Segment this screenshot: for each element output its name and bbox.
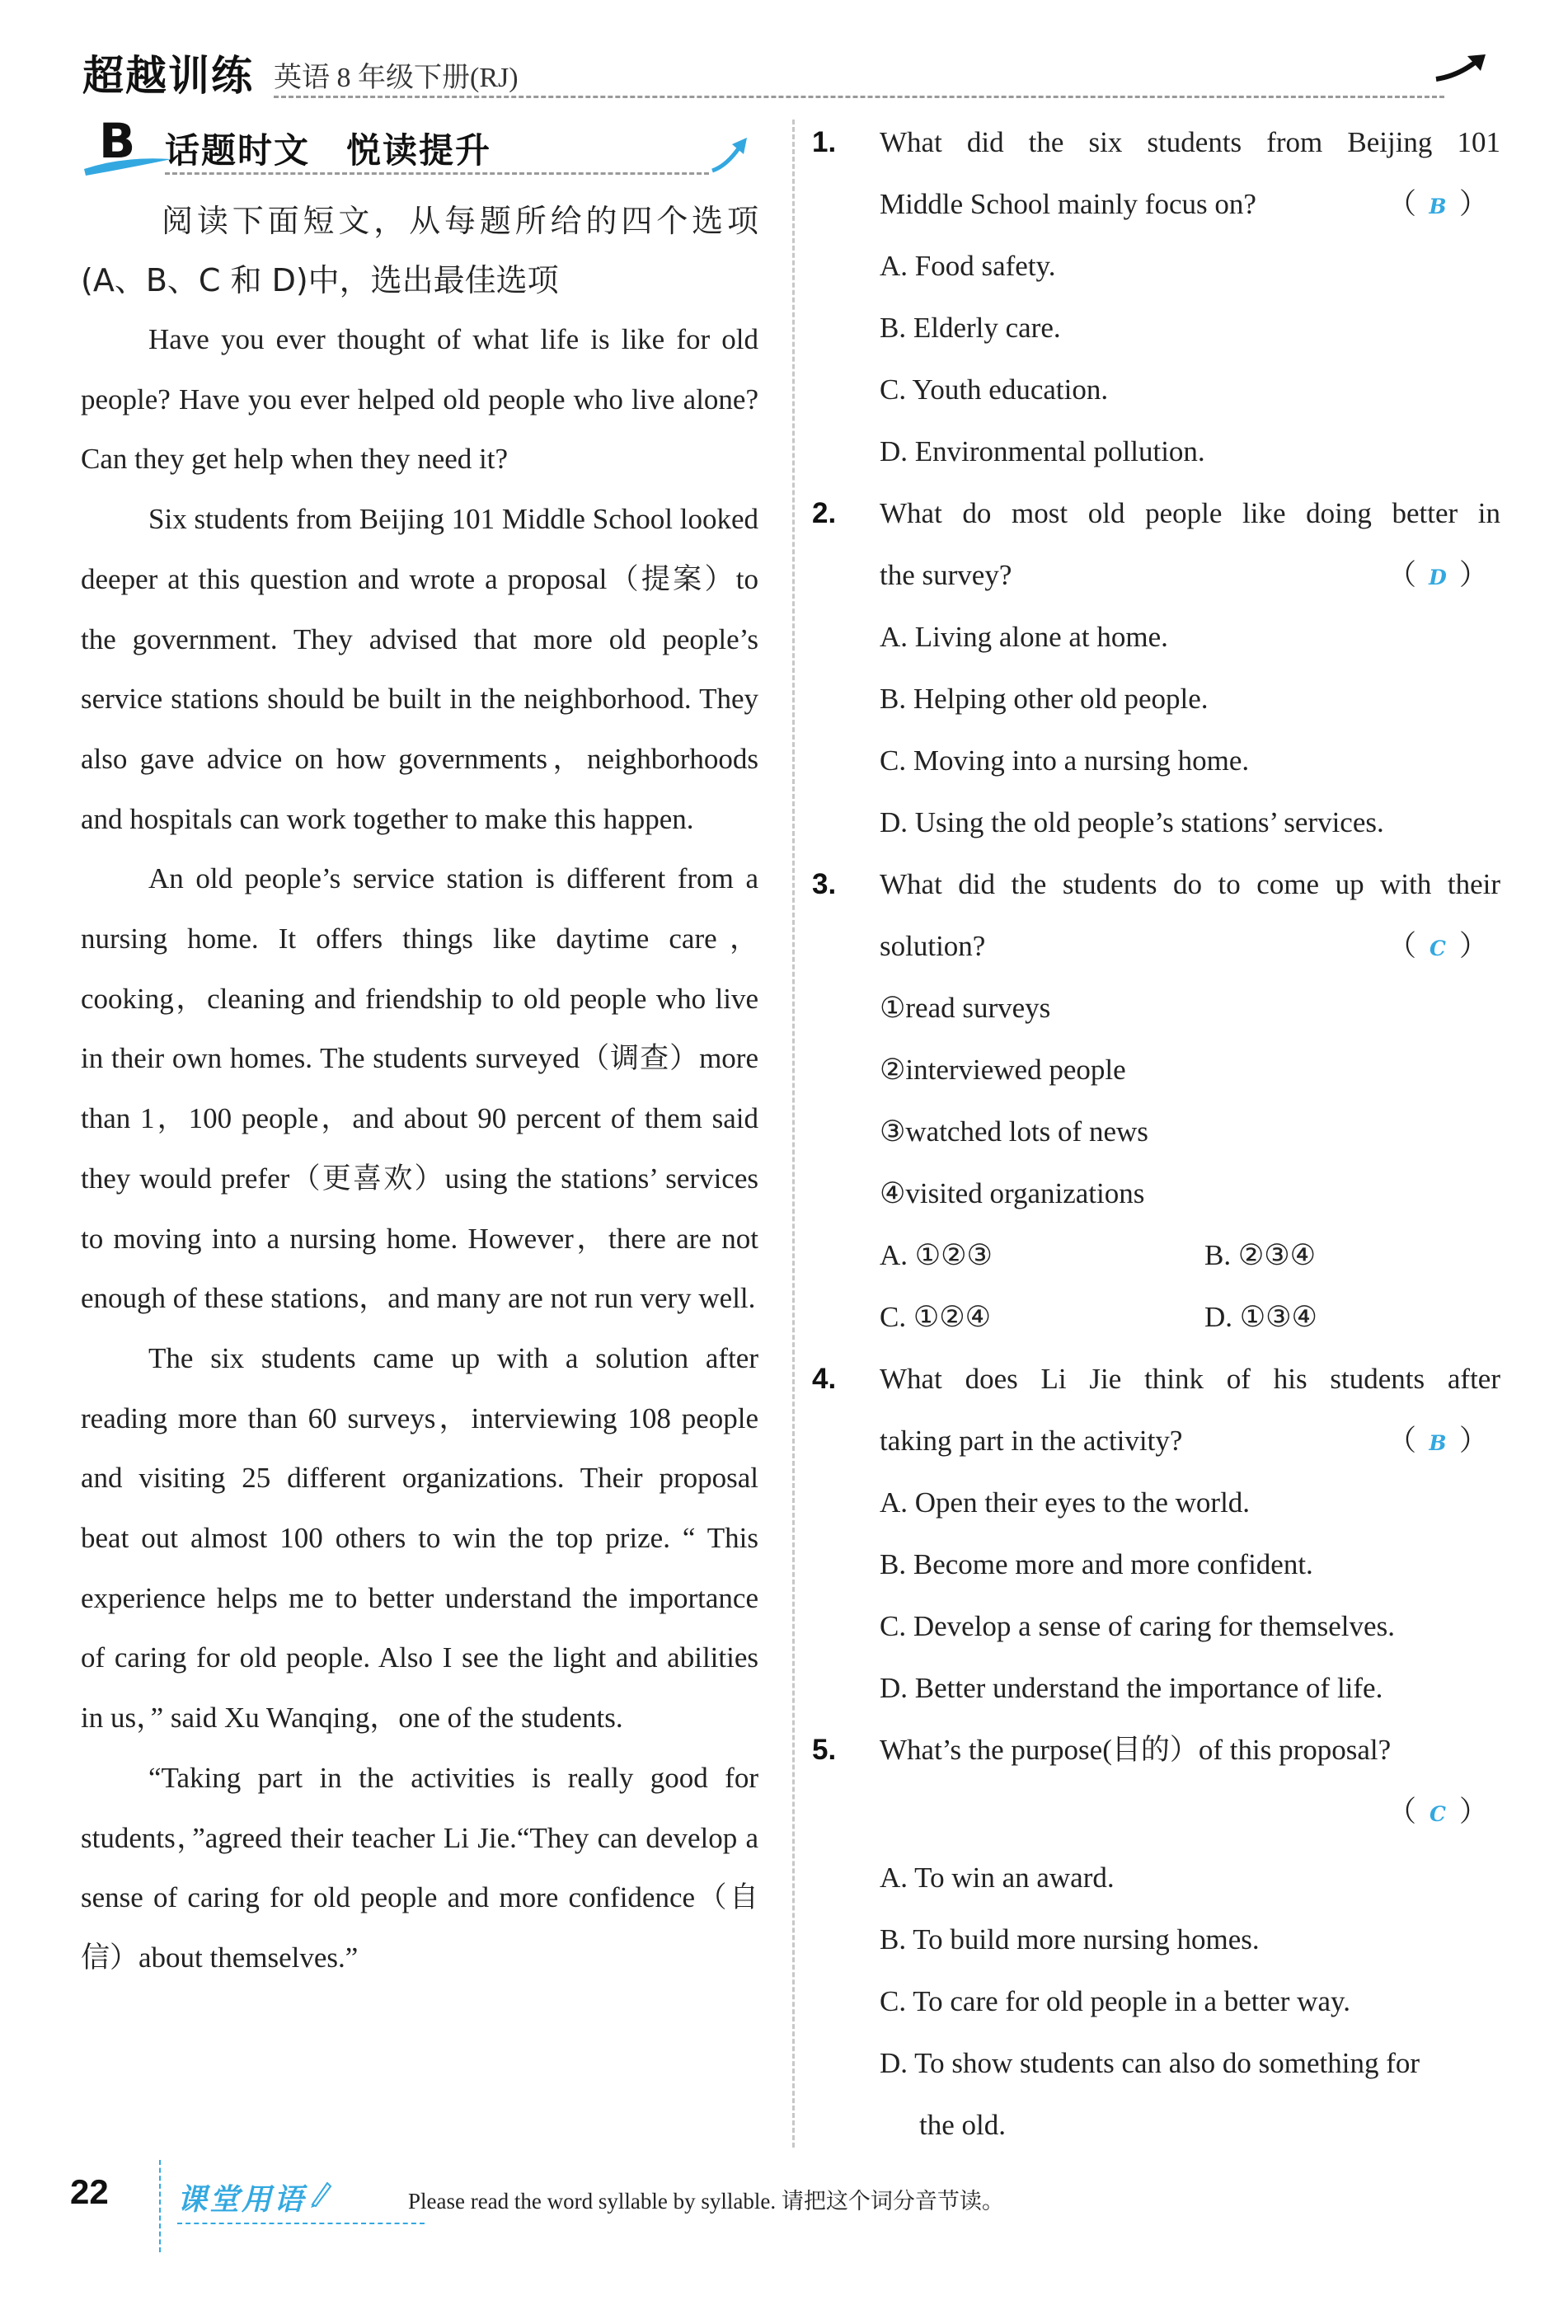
- footer-rule: [177, 2223, 425, 2224]
- option-a: A. Living alone at home.: [880, 621, 1168, 653]
- book-subtitle: 英语 8 年级下册(RJ): [274, 63, 519, 93]
- question-text: What did the students do to come up with their: [880, 868, 1500, 900]
- page-footer: [70, 2160, 1472, 2259]
- brand-title: 超越训练: [82, 52, 254, 100]
- list-item: ②interviewed people: [880, 1054, 1126, 1086]
- option-b: B. ②③④: [1204, 1239, 1316, 1271]
- answer-mark: C: [1430, 1802, 1446, 1826]
- option-b: B. To build more nursing homes.: [880, 1923, 1260, 1955]
- answer-mark: B: [1429, 195, 1447, 218]
- question-5: [812, 1719, 1500, 2156]
- list-item: ③watched lots of news: [880, 1115, 1148, 1148]
- column-divider: [792, 120, 795, 2148]
- option-b: B. Elderly care.: [880, 312, 1061, 344]
- section-divider: [165, 172, 709, 175]
- question-text: solution?: [880, 930, 986, 962]
- option-d: D. Better understand the importance of life.: [880, 1672, 1383, 1704]
- answer-bracket: （ B ）: [1387, 173, 1488, 237]
- question-text: Middle School mainly focus on?: [880, 188, 1256, 220]
- section-title: 话题时文 悦读提升: [165, 130, 492, 171]
- question-1: [812, 111, 1500, 482]
- question-number: 4.: [812, 1363, 837, 1395]
- arrow-up-icon: [1434, 51, 1492, 84]
- option-c: C. Youth education.: [880, 373, 1109, 406]
- question-text: What does Li Jie think of his students after: [880, 1363, 1500, 1395]
- answer-bracket: （ C ）: [1387, 1781, 1488, 1845]
- page-header: [82, 43, 1500, 109]
- option-c: C. Moving into a nursing home.: [880, 744, 1250, 777]
- passage-paragraph: An old people’s service station is different from a nursing home. It offers things like daytime care，cooking，cleaning and friendship to old people who live in their own homes. The students surveyed（调查）more than 1，100 people，and about 90 percent of them said they would prefer（更喜欢）using the stations’ services to moving into a nursing home. However，there are not enough of these stations，and many are not run very well.: [81, 862, 758, 1315]
- question-3: [812, 853, 1500, 1348]
- answer-mark: C: [1430, 937, 1446, 960]
- question-number: 3.: [812, 868, 837, 900]
- section-letter: B: [99, 113, 136, 169]
- question-text: What do most old people like doing better in: [880, 497, 1500, 529]
- option-d: D. ①③④: [1204, 1301, 1317, 1333]
- passage-paragraph: The six students came up with a solution after reading more than 60 surveys，interviewing 108 people and visiting 25 different organizations. Their proposal beat out almost 100 others to win the top prize. “ This experience helps me to better understand the importance of caring for old people. Also I see the light and abilities in us，” said Xu Wanqing，one of the students.: [81, 1341, 758, 1735]
- option-d-continued: the old.: [919, 2109, 1006, 2141]
- option-a: A. To win an award.: [880, 1862, 1115, 1894]
- footer-phrase: Please read the word syllable by syllable. 请把这个词分音节读。: [408, 2189, 1004, 2214]
- footer-divider: [159, 2160, 161, 2252]
- answer-mark: D: [1429, 566, 1447, 589]
- instructions: 阅读下面短文，从每题所给的四个选项(A、B、C 和 D)中，选出最佳选项: [81, 203, 758, 298]
- question-4: [812, 1348, 1500, 1719]
- answer-bracket: （ B ）: [1387, 1410, 1488, 1474]
- passage-paragraph: Six students from Beijing 101 Middle School looked deeper at this question and wrote a proposal（提案）to the government. They advised that more old people’s service stations should be built in the neighborhood. They also gave advice on how governments，neighborhoods and hospitals can work together to make this happen.: [81, 503, 758, 835]
- answer-bracket: （ C ）: [1387, 915, 1488, 979]
- question-text: What did the six students from Beijing 101: [880, 126, 1500, 158]
- page-number: 22: [70, 2172, 109, 2211]
- option-a: A. Open their eyes to the world.: [880, 1486, 1251, 1519]
- option-d: D. To show students can also do something for: [880, 2047, 1420, 2079]
- footer-label: 课堂用语: [177, 2183, 307, 2217]
- option-a: A. Food safety.: [880, 250, 1056, 282]
- list-item: ①read surveys: [880, 992, 1051, 1024]
- pencil-icon: [307, 2178, 332, 2208]
- question-number: 2.: [812, 497, 837, 529]
- answer-bracket: （ D ）: [1387, 544, 1488, 608]
- answer-mark: B: [1429, 1431, 1447, 1455]
- passage-paragraph: “Taking part in the activities is really good for students，”agreed their teacher Li Jie.“They can develop a sense of caring for old people and more confidence（自信）about themselves.”: [81, 1761, 758, 1974]
- question-text: What’s the purpose(目的）of this proposal?: [880, 1734, 1392, 1766]
- header-divider: [274, 96, 1444, 98]
- option-d: D. Using the old people’s stations’ services.: [880, 806, 1384, 838]
- question-text: taking part in the activity?: [880, 1425, 1183, 1457]
- list-item: ④visited organizations: [880, 1177, 1145, 1209]
- arrow-up-icon: [709, 134, 750, 176]
- option-a: A. ①②③: [880, 1239, 993, 1271]
- question-number: 1.: [812, 126, 837, 158]
- option-b: B. Become more and more confident.: [880, 1548, 1313, 1580]
- question-text: the survey?: [880, 559, 1012, 591]
- option-b: B. Helping other old people.: [880, 683, 1209, 715]
- question-number: 5.: [812, 1734, 837, 1766]
- option-c: C. Develop a sense of caring for themselves.: [880, 1610, 1395, 1642]
- option-c: C. ①②④: [880, 1301, 991, 1333]
- reading-passage: [81, 191, 758, 1988]
- passage-paragraph: Have you ever thought of what life is like for old people? Have you ever helped old people who live alone? Can they get help when they need it?: [81, 323, 758, 476]
- question-2: [812, 482, 1500, 853]
- option-c: C. To care for old people in a better way.: [880, 1985, 1350, 2017]
- section-heading: [82, 113, 750, 185]
- option-d: D. Environmental pollution.: [880, 435, 1205, 467]
